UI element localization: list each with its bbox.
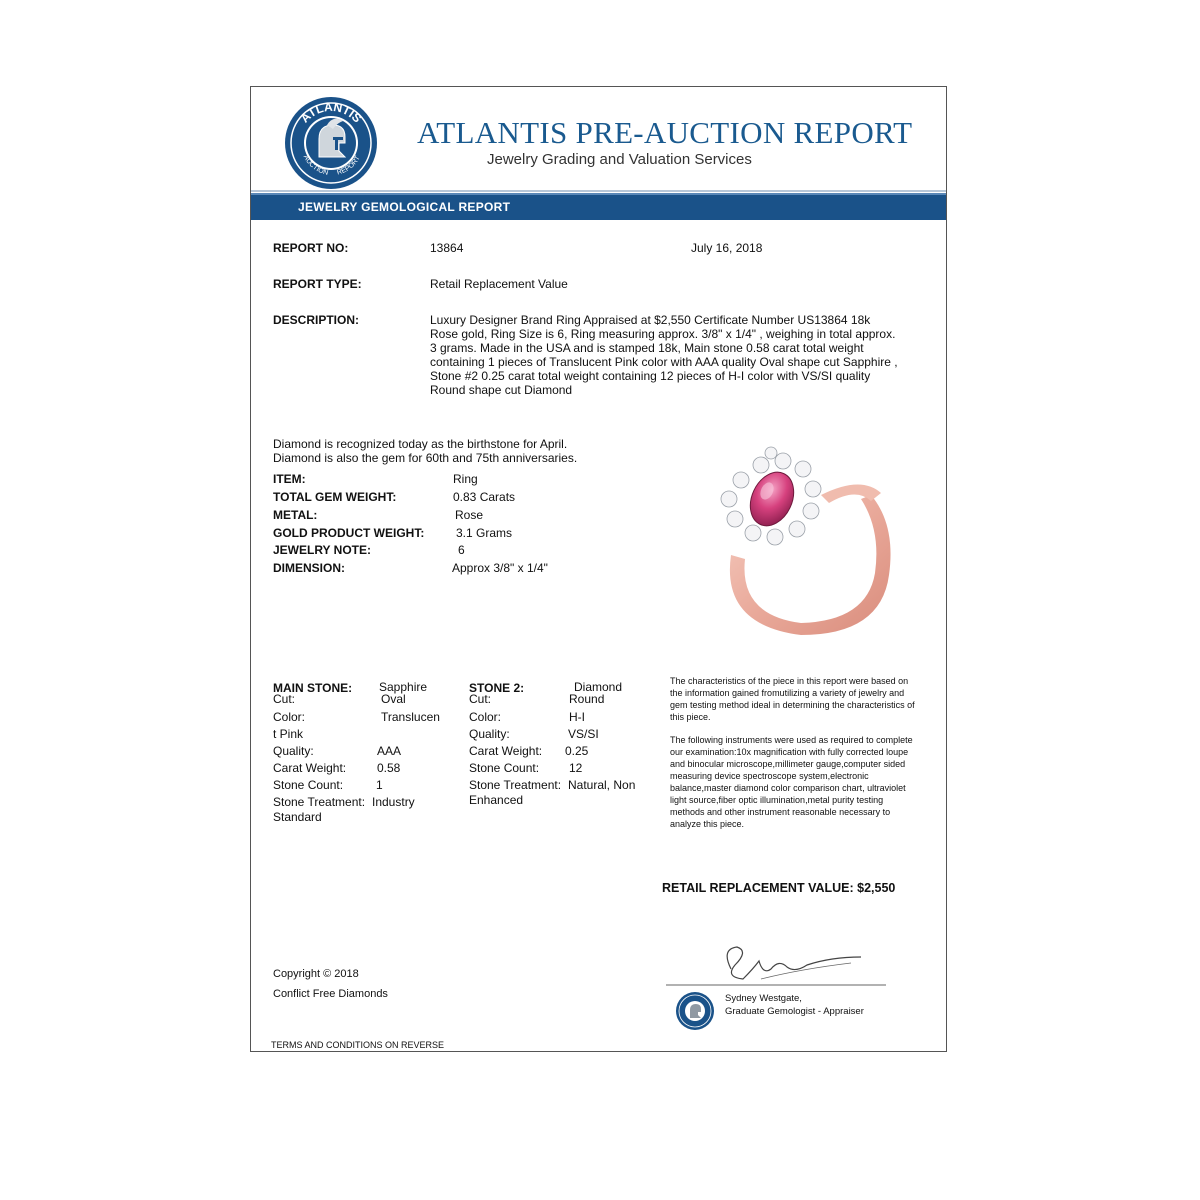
section-banner — [251, 193, 946, 220]
ring-photo — [691, 435, 911, 655]
main-stone-heading: MAIN STONE: — [273, 681, 353, 695]
stone2-color-label: Color: — [469, 710, 502, 724]
appraiser-seal-icon — [675, 991, 715, 1031]
retail-value-amount: $2,550 — [857, 881, 896, 895]
notes-paragraph-2: The following instruments were used as required to complete our examination:10x magnification with fully corrected loupe and binocular microscope,millimeter gauge,computer sided measuring device spectroscope system,electronic balance,master diamond color comparison chart, ultraviolet light source,fiber optic illumination,metal purity testing methods and other instrument reasonable necessary to analyze this piece. — [670, 735, 913, 829]
birthstone-line-1: Diamond is recognized today as the birthstone for April. — [273, 437, 568, 451]
report-date: July 16, 2018 — [691, 241, 763, 255]
stone2-quality-label: Quality: — [469, 727, 510, 741]
svg-text:AUCTION — [302, 154, 329, 177]
main-stone-color-2: t Pink — [273, 727, 304, 741]
description-label: DESCRIPTION: — [273, 313, 360, 327]
conflict-free: Conflict Free Diamonds — [273, 988, 388, 1000]
stone2-carat-label: Carat Weight: — [469, 744, 543, 758]
birthstone-line-2: Diamond is also the gem for 60th and 75th anniversaries. — [273, 451, 578, 465]
copyright: Copyright © 2018 — [273, 968, 359, 980]
report-no-label: REPORT NO: — [273, 241, 349, 255]
main-stone-cut: Oval — [381, 692, 406, 706]
detail-value-metal: Rose — [455, 508, 484, 522]
svg-text:ATLANTIS — [298, 100, 365, 126]
detail-value-gold-weight: 3.1 Grams — [456, 526, 513, 540]
stone2-quality: VS/SI — [568, 727, 599, 741]
svg-text:REPORT — [336, 154, 362, 176]
main-stone-treatment-2: Standard — [273, 810, 322, 824]
main-stone-name: Sapphire — [379, 680, 428, 694]
logo-ring-text — [283, 95, 379, 191]
detail-value-jewelry-note: 6 — [458, 543, 465, 557]
detail-value-item: Ring — [453, 472, 478, 486]
logo-bottom-left-text: AUCTION — [301, 153, 329, 177]
report-type-label: REPORT TYPE: — [273, 277, 362, 291]
main-stone-count-label: Stone Count: — [273, 778, 344, 792]
report-type-value: Retail Replacement Value — [430, 277, 568, 291]
stone2-count-label: Stone Count: — [469, 761, 540, 775]
main-stone-quality: AAA — [377, 744, 402, 758]
terms-note: TERMS AND CONDITIONS ON REVERSE — [271, 1040, 445, 1050]
detail-label-metal: METAL: — [273, 508, 318, 522]
retail-value — [662, 881, 895, 895]
section-banner-text: JEWELRY GEMOLOGICAL REPORT — [298, 200, 511, 214]
appraiser-name: Sydney Westgate, — [725, 993, 802, 1004]
logo-top-text: ATLANTIS — [297, 99, 365, 126]
detail-label-dimension: DIMENSION: — [273, 561, 345, 575]
detail-value-total-gem-weight: 0.83 Carats — [453, 490, 516, 504]
stone2-count: 12 — [569, 761, 583, 775]
stone2-cut-label: Cut: — [469, 692, 492, 706]
stone2-color: H-I — [569, 710, 585, 724]
main-stone-color-label: Color: — [273, 710, 306, 724]
main-stone-treatment-1: Industry — [372, 795, 415, 809]
logo-bottom-right-text: REPORT — [336, 154, 362, 177]
stone2-carat: 0.25 — [565, 744, 589, 758]
report-no-value: 13864 — [430, 241, 464, 255]
detail-value-dimension: Approx 3/8" x 1/4" — [452, 561, 548, 575]
appraiser-signature — [661, 939, 891, 991]
main-stone-carat: 0.58 — [377, 761, 401, 775]
stone2-name: Diamond — [574, 680, 623, 694]
report-title: ATLANTIS PRE-AUCTION REPORT — [417, 115, 913, 150]
retail-value-label: RETAIL REPLACEMENT VALUE: — [662, 881, 854, 895]
detail-label-jewelry-note: JEWELRY NOTE: — [273, 543, 372, 557]
report-subtitle: Jewelry Grading and Valuation Services — [487, 151, 752, 168]
report-document — [250, 86, 947, 1052]
main-stone-cut-label: Cut: — [273, 692, 296, 706]
detail-label-total-gem-weight: TOTAL GEM WEIGHT: — [273, 490, 397, 504]
stone2-heading: STONE 2: — [469, 681, 525, 695]
stone2-treatment-label: Stone Treatment: — [469, 778, 562, 792]
description-value: Luxury Designer Brand Ring Appraised at $2,550 Certificate Number US13864 18k Rose gold, Ring Size is 6, Ring measuring approx. 3/8" x 1/4" , weighing in total approx. 3 grams. Made in the USA and is stamped 18k, Main stone 0.58 carat total weight containing 1 pieces of Translucent Pink color with AAA quality Oval shape cut Sapphire , Stone #2 0.25 carat total weight containing 12 pieces of H-I color with VS/SI quality Round shape cut Diamond — [430, 313, 898, 397]
notes-paragraph-1: The characteristics of the piece in this report were based on the information gained fromutilizing a variety of jewelry and gem testing method ideal in determining the characteristics of this piece. — [670, 676, 915, 722]
main-stone-treatment-label: Stone Treatment: — [273, 795, 366, 809]
main-stone-quality-label: Quality: — [273, 744, 314, 758]
stone2-cut: Round — [569, 692, 605, 706]
appraiser-title: Graduate Gemologist - Appraiser — [725, 1006, 864, 1017]
main-stone-count: 1 — [376, 778, 383, 792]
main-stone-color-1: Translucen — [381, 710, 440, 724]
stone2-treatment-2: Enhanced — [469, 793, 524, 807]
detail-label-item: ITEM: — [273, 472, 306, 486]
header-divider — [251, 190, 946, 192]
main-stone-carat-label: Carat Weight: — [273, 761, 347, 775]
detail-label-gold-weight: GOLD PRODUCT WEIGHT: — [273, 526, 425, 540]
stone2-treatment-1: Natural, Non — [568, 778, 636, 792]
